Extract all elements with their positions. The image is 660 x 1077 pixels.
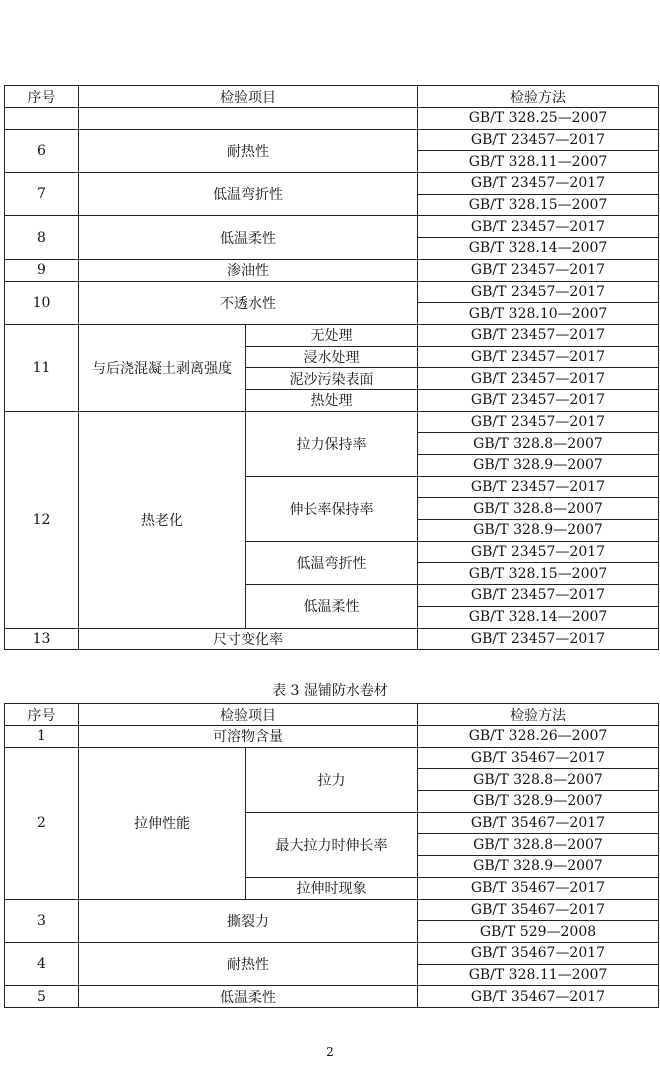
table-caption: 表 3 湿铺防水卷材 — [272, 683, 388, 699]
item-cell: 与后浇混凝土剥离强度 — [79, 324, 246, 411]
sub-item-cell: 伸长率保持率 — [246, 476, 418, 541]
method-cell: GB/T 23457—2017 — [418, 389, 659, 411]
sub-item-cell: 低温弯折性 — [246, 541, 418, 584]
method-cell: GB/T 35467—2017 — [418, 899, 659, 921]
method-cell: GB/T 328.14—2007 — [418, 238, 659, 260]
table-row — [5, 411, 659, 433]
method-cell: GB/T 328.9—2007 — [418, 856, 659, 878]
wet-laid-membrane-table — [4, 703, 659, 1008]
page-number: 2 — [326, 1045, 334, 1059]
serial-cell: 3 — [5, 899, 79, 942]
sub-item-cell: 低温柔性 — [246, 585, 418, 628]
method-cell: GB/T 35467—2017 — [418, 942, 659, 964]
method-cell: GB/T 23457—2017 — [418, 541, 659, 563]
table-row — [5, 281, 659, 303]
serial-cell: 2 — [5, 747, 79, 899]
serial-cell: 9 — [5, 259, 79, 281]
item-cell: 尺寸变化率 — [79, 628, 418, 650]
method-cell: GB/T 23457—2017 — [418, 585, 659, 607]
table-row — [5, 108, 659, 130]
header-serial: 序号 — [5, 704, 79, 726]
table-header-row — [5, 86, 659, 108]
method-cell: GB/T 328.10—2007 — [418, 303, 659, 325]
method-cell: GB/T 23457—2017 — [418, 281, 659, 303]
method-cell: GB/T 328.9—2007 — [418, 791, 659, 813]
item-cell: 耐热性 — [79, 129, 418, 172]
method-cell: GB/T 328.9—2007 — [418, 520, 659, 542]
header-item: 检验项目 — [79, 704, 418, 726]
sub-item-cell: 拉伸时现象 — [246, 877, 418, 899]
method-cell: GB/T 23457—2017 — [418, 259, 659, 281]
method-cell: GB/T 23457—2017 — [418, 216, 659, 238]
item-cell: 热老化 — [79, 411, 246, 628]
method-cell: GB/T 328.26—2007 — [418, 726, 659, 748]
sub-item-cell: 热处理 — [246, 389, 418, 411]
test-method-table-continued — [4, 85, 659, 650]
method-cell: GB/T 23457—2017 — [418, 129, 659, 151]
method-cell: GB/T 23457—2017 — [418, 628, 659, 650]
method-cell: GB/T 328.8—2007 — [418, 769, 659, 791]
item-cell — [79, 108, 418, 130]
sub-item-cell: 拉力 — [246, 747, 418, 812]
table-row — [5, 899, 659, 921]
sub-item-cell: 最大拉力时伸长率 — [246, 812, 418, 877]
serial-cell: 11 — [5, 324, 79, 411]
serial-cell: 13 — [5, 628, 79, 650]
item-cell: 撕裂力 — [79, 899, 418, 942]
method-cell: GB/T 35467—2017 — [418, 986, 659, 1008]
header-method: 检验方法 — [418, 704, 659, 726]
serial-cell: 6 — [5, 129, 79, 172]
method-cell: GB/T 328.25—2007 — [418, 108, 659, 130]
method-cell: GB/T 23457—2017 — [418, 368, 659, 390]
table-row — [5, 986, 659, 1008]
method-cell: GB/T 328.9—2007 — [418, 455, 659, 477]
item-cell: 耐热性 — [79, 942, 418, 985]
table-row — [5, 173, 659, 195]
method-cell: GB/T 23457—2017 — [418, 476, 659, 498]
method-cell: GB/T 23457—2017 — [418, 411, 659, 433]
item-cell: 不透水性 — [79, 281, 418, 324]
serial-cell: 8 — [5, 216, 79, 259]
method-cell: GB/T 23457—2017 — [418, 346, 659, 368]
method-cell: GB/T 328.15—2007 — [418, 563, 659, 585]
header-method: 检验方法 — [418, 86, 659, 108]
sub-item-cell: 浸水处理 — [246, 346, 418, 368]
method-cell: GB/T 328.11—2007 — [418, 151, 659, 173]
serial-cell: 12 — [5, 411, 79, 628]
item-cell: 渗油性 — [79, 259, 418, 281]
method-cell: GB/T 328.8—2007 — [418, 433, 659, 455]
table-row — [5, 747, 659, 769]
method-cell: GB/T 328.11—2007 — [418, 964, 659, 986]
item-cell: 可溶物含量 — [79, 726, 418, 748]
table-row — [5, 259, 659, 281]
serial-cell: 5 — [5, 986, 79, 1008]
serial-cell: 4 — [5, 942, 79, 985]
table-row — [5, 216, 659, 238]
serial-cell — [5, 108, 79, 130]
method-cell: GB/T 328.14—2007 — [418, 606, 659, 628]
sub-item-cell: 无处理 — [246, 324, 418, 346]
table-row — [5, 726, 659, 748]
table-row — [5, 942, 659, 964]
method-cell: GB/T 23457—2017 — [418, 173, 659, 195]
method-cell: GB/T 35467—2017 — [418, 812, 659, 834]
item-cell: 低温柔性 — [79, 216, 418, 259]
serial-cell: 7 — [5, 173, 79, 216]
method-cell: GB/T 328.8—2007 — [418, 498, 659, 520]
method-cell: GB/T 529—2008 — [418, 921, 659, 943]
item-cell: 低温弯折性 — [79, 173, 418, 216]
sub-item-cell: 泥沙污染表面 — [246, 368, 418, 390]
sub-item-cell: 拉力保持率 — [246, 411, 418, 476]
method-cell: GB/T 35467—2017 — [418, 877, 659, 899]
table-row — [5, 324, 659, 346]
serial-cell: 1 — [5, 726, 79, 748]
item-cell: 拉伸性能 — [79, 747, 246, 899]
header-item: 检验项目 — [79, 86, 418, 108]
table-header-row — [5, 704, 659, 726]
header-serial: 序号 — [5, 86, 79, 108]
table-row — [5, 628, 659, 650]
method-cell: GB/T 35467—2017 — [418, 747, 659, 769]
item-cell: 低温柔性 — [79, 986, 418, 1008]
serial-cell: 10 — [5, 281, 79, 324]
method-cell: GB/T 328.15—2007 — [418, 194, 659, 216]
method-cell: GB/T 328.8—2007 — [418, 834, 659, 856]
method-cell: GB/T 23457—2017 — [418, 324, 659, 346]
table-row — [5, 129, 659, 151]
